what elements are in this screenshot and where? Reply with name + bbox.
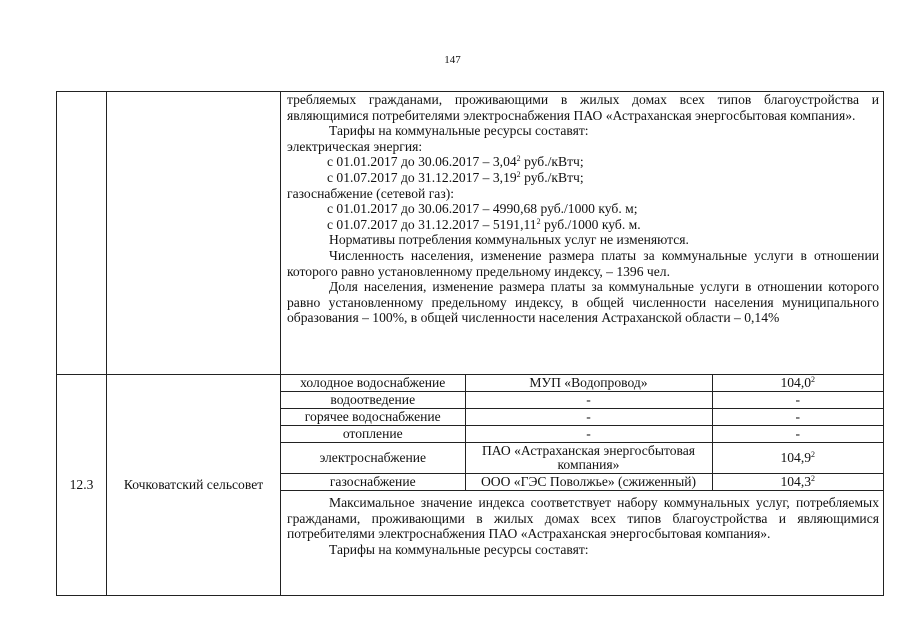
row-number: 12.3	[57, 375, 107, 596]
service-provider: -	[465, 409, 712, 426]
electricity-tariff-line: с 01.07.2017 до 31.12.2017 – 3,19$^2$ руб./кВтч;	[327, 169, 584, 185]
intro-paragraph: требляемых гражданами, проживающими в жилых домах всех типов благоустройства и являющимися потребителями электроснабжения ПАО «Астраханская энергосбытовая компания».	[287, 92, 879, 123]
max-index-paragraph: Максимальное значение индекса соответствует набору коммунальных услуг, потребляемых гражданами, проживающими в жилых домах всех типов благоустройства и являющимися потребителями электроснабжения ПАО «Астраханская энергосбытовая компания».	[287, 495, 879, 542]
services-table	[281, 375, 883, 491]
service-provider: ООО «ГЭС Поволжье» (сжиженный)	[465, 474, 712, 491]
service-provider: ПАО «Астраханская энергосбытовая компания»	[465, 443, 712, 474]
service-index: -	[712, 392, 883, 409]
tariffs-heading: Тарифы на коммунальные ресурсы составят:	[329, 541, 589, 557]
row-number-cell-empty	[57, 92, 107, 375]
gas-tariff-line: с 01.01.2017 до 30.06.2017 – 4990,68 руб./1000 куб. м;	[327, 201, 638, 217]
table-row-continuation	[57, 92, 884, 375]
electricity-label: электрическая энергия:	[287, 138, 423, 154]
service-row	[281, 409, 883, 426]
service-name: электроснабжение	[281, 443, 465, 474]
share-paragraph: Доля населения, изменение размера платы за коммунальные услуги в отношении которого равно установленному предельному индексу, в общей численности населения муниципального образования – 100%, в общей численности населения Астраханской области – 0,14%	[287, 279, 879, 326]
page-number: 147	[444, 54, 461, 66]
service-row	[281, 426, 883, 443]
population-paragraph: Численность населения, изменение размера платы за коммунальные услуги в отношении которого равно установленному предельному индексу, – 1396 чел.	[287, 247, 879, 279]
electricity-tariff-line: с 01.01.2017 до 30.06.2017 – 3,04$^2$ руб./кВтч;	[327, 154, 584, 170]
service-index: 104,3$^2$	[712, 474, 883, 491]
tariffs-heading: Тарифы на коммунальные ресурсы составят:	[329, 123, 589, 139]
service-name: горячее водоснабжение	[281, 409, 465, 426]
service-row	[281, 375, 883, 392]
service-name: холодное водоснабжение	[281, 375, 465, 392]
service-name: отопление	[281, 426, 465, 443]
gas-label: газоснабжение (сетевой газ):	[287, 185, 454, 201]
service-name: газоснабжение	[281, 474, 465, 491]
norms-paragraph: Нормативы потребления коммунальных услуг не изменяются.	[329, 232, 689, 248]
service-provider: -	[465, 392, 712, 409]
continuation-content	[281, 92, 884, 375]
settlement-text	[281, 495, 883, 557]
service-name: водоотведение	[281, 392, 465, 409]
service-row	[281, 474, 883, 491]
service-index: -	[712, 409, 883, 426]
service-index: -	[712, 426, 883, 443]
service-index: 104,9$^2$	[712, 443, 883, 474]
service-provider: -	[465, 426, 712, 443]
row-name-cell-empty	[107, 92, 281, 375]
table-row-settlement	[57, 375, 884, 596]
service-row	[281, 443, 883, 474]
settlement-name: Кочковатский сельсовет	[107, 375, 281, 596]
gas-tariff-line: с 01.07.2017 до 31.12.2017 – 5191,11$^2$ руб./1000 куб. м.	[327, 216, 641, 232]
service-provider: МУП «Водопровод»	[465, 375, 712, 392]
service-row	[281, 392, 883, 409]
service-index: 104,0$^2$	[712, 375, 883, 392]
settlement-content	[281, 375, 884, 596]
tariff-table	[56, 91, 884, 596]
